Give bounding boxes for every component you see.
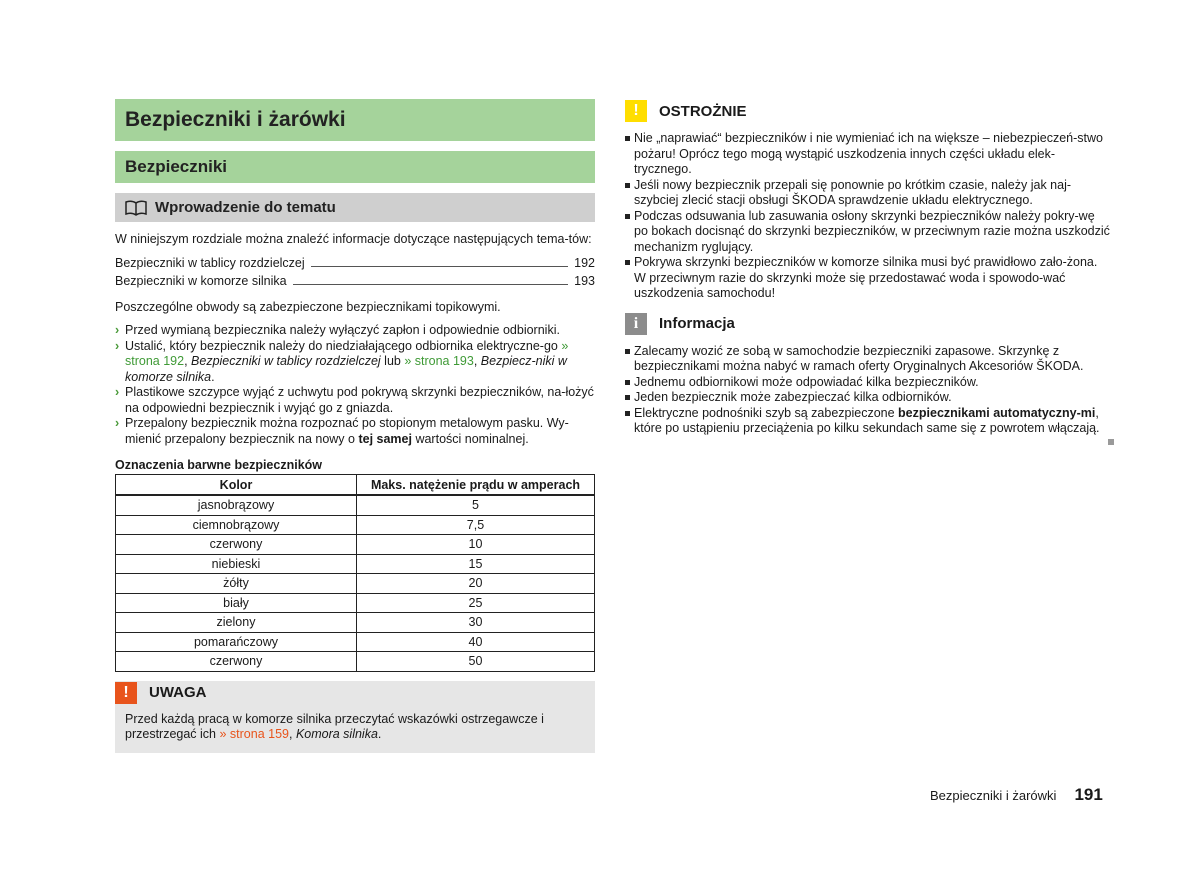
right-column [625,99,1110,437]
table-title: Oznaczenia barwne bezpieczników [115,458,323,472]
table-header: Maks. natężenie prądu w amperach [357,475,595,496]
warning-title: UWAGA [149,684,207,701]
warning-text: Przed każdą pracą w komorze silnika przeczytać wskazówki ostrzegawcze i przestrzegać ich » strona 159, Komora silnika. [125,711,544,741]
info-heading [625,312,1110,336]
table-row [116,652,595,672]
info-item: Jeden bezpiecznik może zabezpieczać kilka odbiorników. [625,390,1110,406]
chapter-title: Bezpieczniki i żarówki [115,99,595,141]
page-ref-link[interactable]: » strona 193 [404,354,474,368]
amperage-cell: 30 [357,613,595,633]
chevron-right-icon: › [115,416,120,430]
table-row [116,535,595,555]
table-row [116,495,595,515]
color-cell: niebieski [116,554,357,574]
table-row [116,593,595,613]
circuits-text: Poszczególne obwody są zabezpieczone bezpiecznikami topikowymi. [115,299,501,314]
info-icon: i [625,313,647,335]
end-of-section-marker [1108,439,1114,445]
intro-heading-label: Wprowadzenie do tematu [155,199,336,216]
amperage-cell: 5 [357,495,595,515]
intro-heading [115,193,595,222]
table-row [116,632,595,652]
toc-list [115,254,595,290]
caution-list [625,131,1110,302]
chevron-right-icon: › [115,385,120,399]
steps-list [115,323,595,447]
caution-title: OSTROŻNIE [659,102,747,120]
step-item: › Przepalony bezpiecznik można rozpoznać po stopionym metalowym pasku. Wy-mienić przepalony bezpiecznik na nowy o tej samej wartości nominalnej. [115,416,569,446]
amperage-cell: 7,5 [357,515,595,535]
info-item: Zalecamy wozić ze sobą w samochodzie bezpieczniki zapasowe. Skrzynkę z bezpiecznikami można nabyć w ramach oferty Oryginalnych Akcesoriów ŠKODA. [625,344,1110,375]
toc-item[interactable] [115,254,595,272]
exclamation-icon: ! [115,682,137,704]
page-ref-link[interactable]: » strona 192 [125,338,569,368]
warning-box [115,681,595,753]
toc-item-label: Bezpieczniki w komorze silnika [115,273,287,288]
caution-heading [625,99,1110,123]
footer-chapter: Bezpieczniki i żarówki [930,788,1057,803]
table-row [116,613,595,633]
toc-item-label: Bezpieczniki w tablicy rozdzielczej [115,255,305,270]
table-row [116,554,595,574]
color-cell: pomarańczowy [116,632,357,652]
section-title: Bezpieczniki [115,151,595,183]
table-row [116,515,595,535]
page-number: 191 [1074,785,1103,804]
color-cell: zielony [116,613,357,633]
caution-item: Podczas odsuwania lub zasuwania osłony skrzynki bezpieczników należy pokry-wę po bokach docisnąć do skrzynki bezpieczników, w przeciwnym razie można uszkodzić mechanizm ryglujący. [625,209,1110,256]
step-item: › Przed wymianą bezpiecznika należy wyłączyć zapłon i odpowiednie odbiorniki. [115,323,560,337]
toc-item-page: 193 [574,273,595,288]
fuse-color-table [115,474,595,672]
toc-item[interactable] [115,272,595,290]
chevron-right-icon: › [115,338,120,353]
page-footer [930,785,1103,805]
amperage-cell: 25 [357,593,595,613]
amperage-cell: 20 [357,574,595,594]
table-row [116,574,595,594]
color-cell: czerwony [116,535,357,555]
caution-item: Jeśli nowy bezpiecznik przepali się ponownie po krótkim czasie, należy jak naj-szybciej zlecić stacji obsługi ŠKODA sprawdzenie układu elektrycznego. [625,178,1110,209]
color-cell: jasnobrązowy [116,495,357,515]
amperage-cell: 40 [357,632,595,652]
left-column [115,99,595,753]
color-cell: czerwony [116,652,357,672]
info-item: Elektryczne podnośniki szyb są zabezpieczone bezpiecznikami automatyczny-mi, które po ustąpieniu przeciążenia po kilku sekundach same się z powrotem włączają. [625,406,1110,437]
amperage-cell: 50 [357,652,595,672]
info-item: Jednemu odbiornikowi może odpowiadać kilka bezpieczników. [625,375,1110,391]
caution-item: Nie „naprawiać“ bezpieczników i nie wymieniać ich na większe – niebezpieczeń-stwo pożaru! Oprócz tego mogą wystąpić uszkodzenia innych części układu elek-trycznego. [625,131,1110,178]
exclamation-icon: ! [625,100,647,122]
color-cell: ciemnobrązowy [116,515,357,535]
intro-text: W niniejszym rozdziale można znaleźć informacje dotyczące następujących tema-tów: [115,232,592,246]
step-item: › Plastikowe szczypce wyjąć z uchwytu pod pokrywą skrzynki bezpieczników, na-łożyć na odpowiedni bezpiecznik i wyjąć go z gniazda. [115,385,594,415]
color-cell: żółty [116,574,357,594]
color-cell: biały [116,593,357,613]
amperage-cell: 10 [357,535,595,555]
table-header: Kolor [116,475,357,496]
amperage-cell: 15 [357,554,595,574]
info-list [625,344,1110,437]
caution-item: Pokrywa skrzynki bezpieczników w komorze silnika musi być prawidłowo zało-żona. W przeciwnym razie do skrzynki może się przedostawać woda i spowodo-wać uszkodzenia samochodu! [625,255,1110,302]
toc-item-page: 192 [574,255,595,270]
info-title: Informacja [659,315,735,332]
page-ref-link[interactable]: » strona 159 [219,727,289,741]
book-icon [125,200,147,216]
chevron-right-icon: › [115,323,120,337]
step-item: › Ustalić, który bezpiecznik należy do niedziałającego odbiornika elektryczne-go » strona 192, Bezpieczniki w tablicy rozdzielczej lub » strona 193, Bezpiecz-niki w komorze silnika. [115,338,569,384]
